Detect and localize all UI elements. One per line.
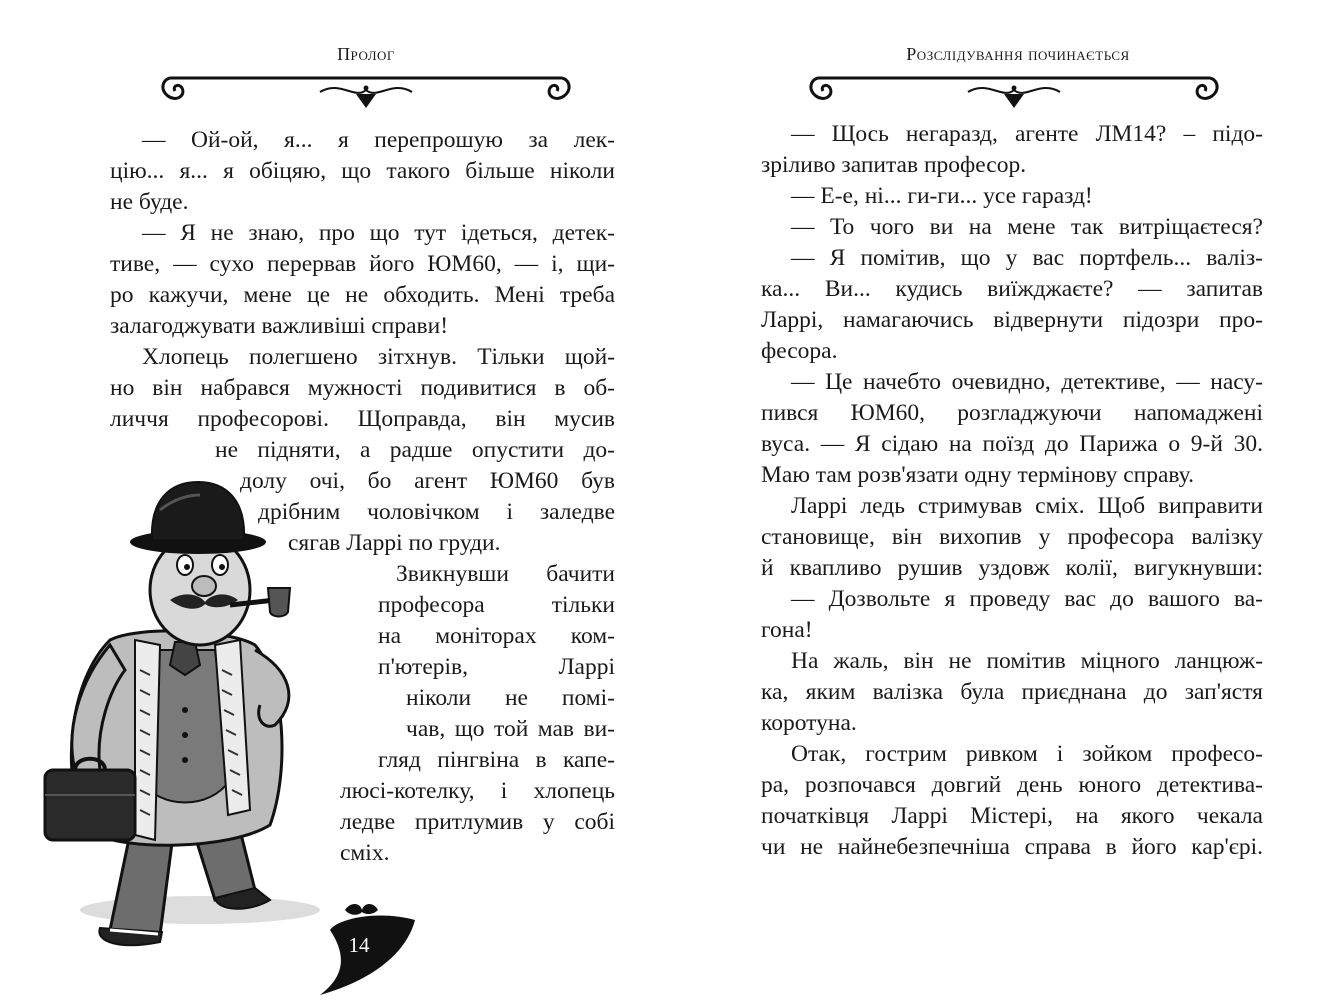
text-line: й квапливо рушив уздовж колії, вигукнувши: [761,555,1263,581]
text-line: коротуна. [761,710,857,736]
text-line: пився ЮМ60, розгладжуючи напомаджені [761,400,1263,426]
header-ornament-left-icon [160,70,572,112]
text-line: — Я помітив, що у вас портфель... валіз- [791,245,1263,271]
text-line: Хлопець полегшено зітхнув. Тільки щой- [142,344,615,370]
text-line: ніколи не помі- [406,685,615,711]
running-head-left: Пролог [337,44,395,64]
text-line: Ларрі ледь стримував сміх. Щоб виправити [791,493,1263,519]
text-line: не підняти, а радше опустити до- [215,437,615,463]
left-page [0,0,666,1000]
text-line: ка, яким валізка була приєднана до зап'ястя [761,679,1263,705]
text-line: Звикнувши бачити [396,561,615,587]
text-line: — Дозвольте я проведу вас до вашого ва- [791,586,1263,612]
header-ornament-right-icon [808,70,1220,112]
right-page [666,0,1333,1000]
text-line: люсі-котелку, і хлопець [340,778,615,804]
text-line: становище, він вихопив у професора валізку [761,524,1263,550]
text-line: тиве, — сухо перервав його ЮМ60, — і, щи- [110,251,615,277]
text-line: сміх. [340,840,390,866]
text-line: зріливо запитав професор. [761,152,1027,178]
text-line: ледве притлумив у собі [340,809,615,835]
text-line: — То чого ви на мене так витріщаєтеся? [791,214,1263,240]
text-line: не буде. [110,189,189,215]
page-number: 14 [348,933,370,957]
gentleman-illustration-icon [40,480,330,980]
text-line: залагоджувати важливіші справи! [110,313,449,339]
text-line: ка... Ви... кудись виїжджаєте? — запитав [761,276,1263,302]
text-line: фесора. [761,338,838,364]
text-line: початківця Ларрі Містері, на якого чекала [761,803,1263,829]
text-line: п'ютерів, Ларрі [378,654,615,680]
text-line: — Е-е, ні... ги-ги... усе гаразд! [791,183,1093,209]
text-line: чи не найнебезпечніша справа в його кар'єрі. [761,834,1263,860]
text-line: — Це начебто очевидно, детективе, — насу- [791,369,1263,395]
text-line: но він набрався мужності подивитися в об- [110,375,615,401]
text-line: сягав Ларрі по груди. [288,530,501,556]
text-line: долу очі, бо агент ЮМ60 був [240,468,615,494]
text-line: гона! [761,617,813,643]
text-line: цію... я... я обіцяю, що такого більше ніколи [110,158,615,184]
text-line: ра, розпочався довгий день юного детектива- [761,772,1263,798]
text-line: Отак, гострим ривком і зойком профeсо- [791,741,1263,767]
text-line: — Я не знаю, про що тут ідеться, детек- [142,220,615,246]
text-line: — Щось негаразд, агенте ЛМ14? – підо- [791,121,1263,147]
text-line: На жаль, він не помітив міцного ланцюж- [791,648,1263,674]
text-line: на моніторах ком- [378,623,615,649]
text-line: вуса. — Я сідаю на поїзд до Парижа о 9-й 30. [761,431,1263,457]
text-line: — Ой-ой, я... я перепрошую за лек- [142,127,615,153]
text-line: ро кажучи, мене це не обходить. Мені треба [110,282,615,308]
text-line: Ларрі, намагаючись відвернути підозри про- [761,307,1263,333]
text-line: дрібним чоловічком і заледве [258,499,615,525]
text-line: личчя професорові. Щоправда, він мусив [110,406,615,432]
text-line: гляд пінгвіна в капе- [378,747,615,773]
text-line: професора тільки [378,592,615,618]
text-line: Маю там розв'язати одну термінову справу. [761,462,1194,488]
running-head-right: Розслідування починається [906,44,1130,64]
text-line: чав, що той мав ви- [406,716,615,742]
